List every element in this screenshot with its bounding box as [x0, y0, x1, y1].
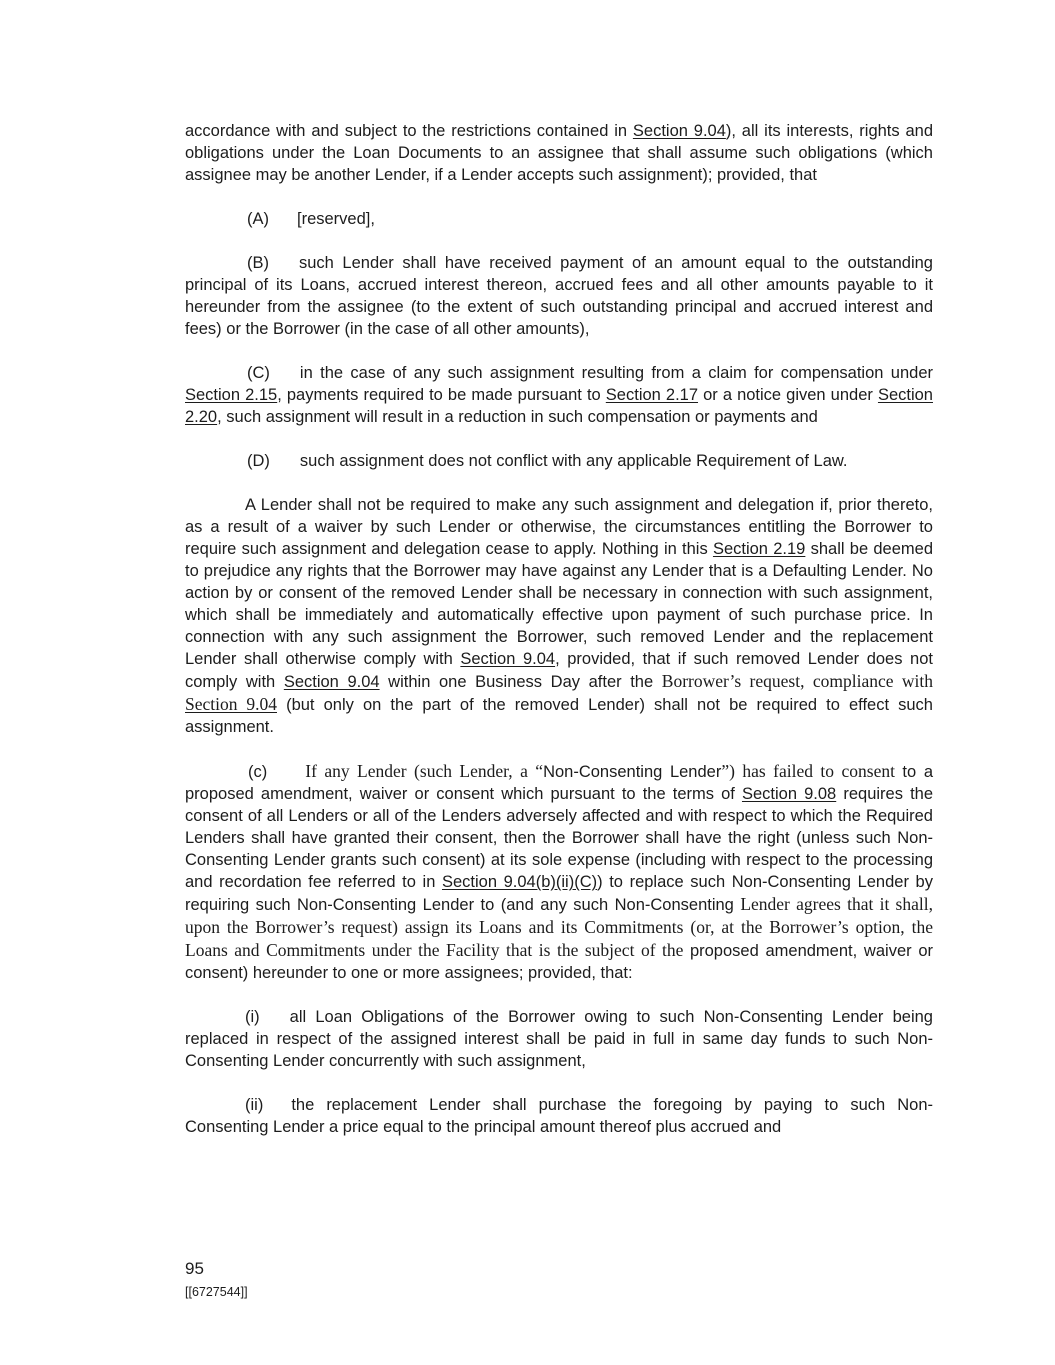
- item-label: (ii): [245, 1096, 264, 1114]
- text-run: such Lender shall have received payment of an amount equal to the outstanding principal of its Loans, accrued interest thereon, accrued fees and all other amounts payable to it hereunder from the assignee (to the extent of such outstanding principal and accrued interest and fees) or the Borrower (in the case of all other amounts),: [185, 254, 933, 338]
- section-reference: Section 9.04: [185, 694, 277, 714]
- label-gap: [270, 377, 300, 378]
- text-run: ) to replace such Non-Consenting Lender by requiring such Non-Consenting Lender to (and any such Non-Consenting: [185, 873, 933, 914]
- text-run: the replacement Lender shall purchase the foregoing by paying to such Non-Consenting Lender a price equal to the principal amount thereof plus accrued and: [185, 1096, 933, 1136]
- document-body: [185, 120, 933, 1160]
- paragraph: [185, 494, 933, 738]
- text-run: within one Business Day after the: [379, 673, 662, 691]
- section-reference: Section 9.04: [283, 673, 380, 691]
- label-gap: [269, 267, 299, 268]
- paragraph: [185, 252, 933, 340]
- item-label: (B): [247, 254, 269, 272]
- section-reference: Section 9.08: [741, 785, 837, 803]
- section-reference: Section 2.19: [712, 540, 806, 558]
- item-label: (C): [247, 364, 270, 382]
- section-reference: Section 2.17: [605, 386, 699, 404]
- page-footer: [185, 1258, 248, 1300]
- item-label: (A): [247, 210, 269, 228]
- text-run: If any Lender (such Lender, a “: [305, 761, 544, 781]
- text-run: shall be deemed to prejudice any rights that the Borrower may have against any Lender that is a Defaulting Lender. No action by or consent of the removed Lender shall be necessary in connection with such assignment, which shall be immediately and automatically effective upon payment of such purchase price. In connection with any such assignment the Borrower, such removed Lender and the replacement Lender shall otherwise comply with: [185, 540, 934, 668]
- text-run: to a proposed amendment, waiver or consent which pursuant to the terms of: [185, 763, 933, 803]
- text-run: , provided, that if such removed Lender does not comply with: [185, 650, 933, 691]
- text-run: in the case of any such assignment resulting from a claim for compensation under: [299, 364, 933, 382]
- label-gap: [270, 465, 300, 466]
- text-run: Borrower’s request, compliance with: [661, 671, 934, 691]
- text-run: [reserved],: [297, 210, 375, 228]
- document-id: [[6727544]]: [185, 1285, 248, 1299]
- paragraph: [185, 208, 933, 230]
- label-gap: [263, 1109, 291, 1110]
- paragraph: [185, 760, 933, 984]
- text-run: or a notice given under: [698, 386, 878, 404]
- paragraph: [185, 362, 933, 428]
- section-reference: Section 9.04(b)(ii)(C): [441, 873, 598, 891]
- text-run: ), all its interests, rights and obligations under the Loan Documents to an assignee that shall assume such obligations (which assignee may be another Lender, if a Lender accepts such assignment); provided, that: [185, 122, 933, 184]
- page-number: 95: [185, 1259, 204, 1278]
- text-run: proposed amendment, waiver or consent) hereunder to one or more assignees; provided, that:: [185, 942, 934, 982]
- section-reference: Section 9.04: [460, 650, 556, 668]
- text-run: , such assignment will result in a reduction in such compensation or payments and: [217, 408, 818, 426]
- section-reference: Section 2.20: [185, 386, 933, 426]
- text-run: (but only on the part of the removed Lender) shall not be required to effect such assignment.: [185, 696, 933, 736]
- section-reference: Section 9.04: [632, 122, 726, 140]
- text-run: accordance with and subject to the restrictions contained in: [185, 122, 633, 140]
- text-run: Non-Consenting Lender: [543, 763, 722, 781]
- paragraph: [185, 1094, 933, 1138]
- label-gap: [269, 223, 297, 224]
- paragraph: [185, 450, 933, 472]
- item-label: (i): [245, 1008, 260, 1026]
- paragraph: [185, 120, 933, 186]
- text-run: A Lender shall not be required to make any such assignment and delegation if, prior thereto, as a result of a waiver by such Lender or otherwise, the circumstances entitling the Borrower to require such assignment and delegation cease to apply. Nothing in this: [185, 496, 933, 558]
- text-run: requires the consent of all Lenders or all of the Lenders adversely affected and with respect to which the Required Lenders shall have granted their consent, then the Borrower shall have the right (unless such Non-Consenting Lender grants such consent) at its sole expense (including with respect to the processing and recordation fee referred to in: [185, 785, 934, 891]
- label-gap: [267, 776, 305, 777]
- text-run: , payments required to be made pursuant to: [277, 386, 606, 404]
- item-label: (c): [248, 763, 268, 781]
- text-run: Lender agrees that it shall, upon the Borrower’s request) assign its Loans and its Commitments (or, at the Borrower’s option, the Loans and Commitments under the Facility that is the subject of the: [185, 894, 933, 960]
- item-label: (D): [247, 452, 270, 470]
- paragraph: [185, 1006, 933, 1072]
- section-reference: Section 2.15: [185, 386, 278, 404]
- text-run: ”) has failed to consent: [721, 761, 903, 781]
- text-run: such assignment does not conflict with any applicable Requirement of Law.: [299, 452, 848, 470]
- label-gap: [260, 1021, 290, 1022]
- text-run: all Loan Obligations of the Borrower owing to such Non-Consenting Lender being replaced in respect of the assigned interest shall be paid in full in same day funds to such Non-Consenting Lender concurrently with such assignment,: [185, 1008, 933, 1070]
